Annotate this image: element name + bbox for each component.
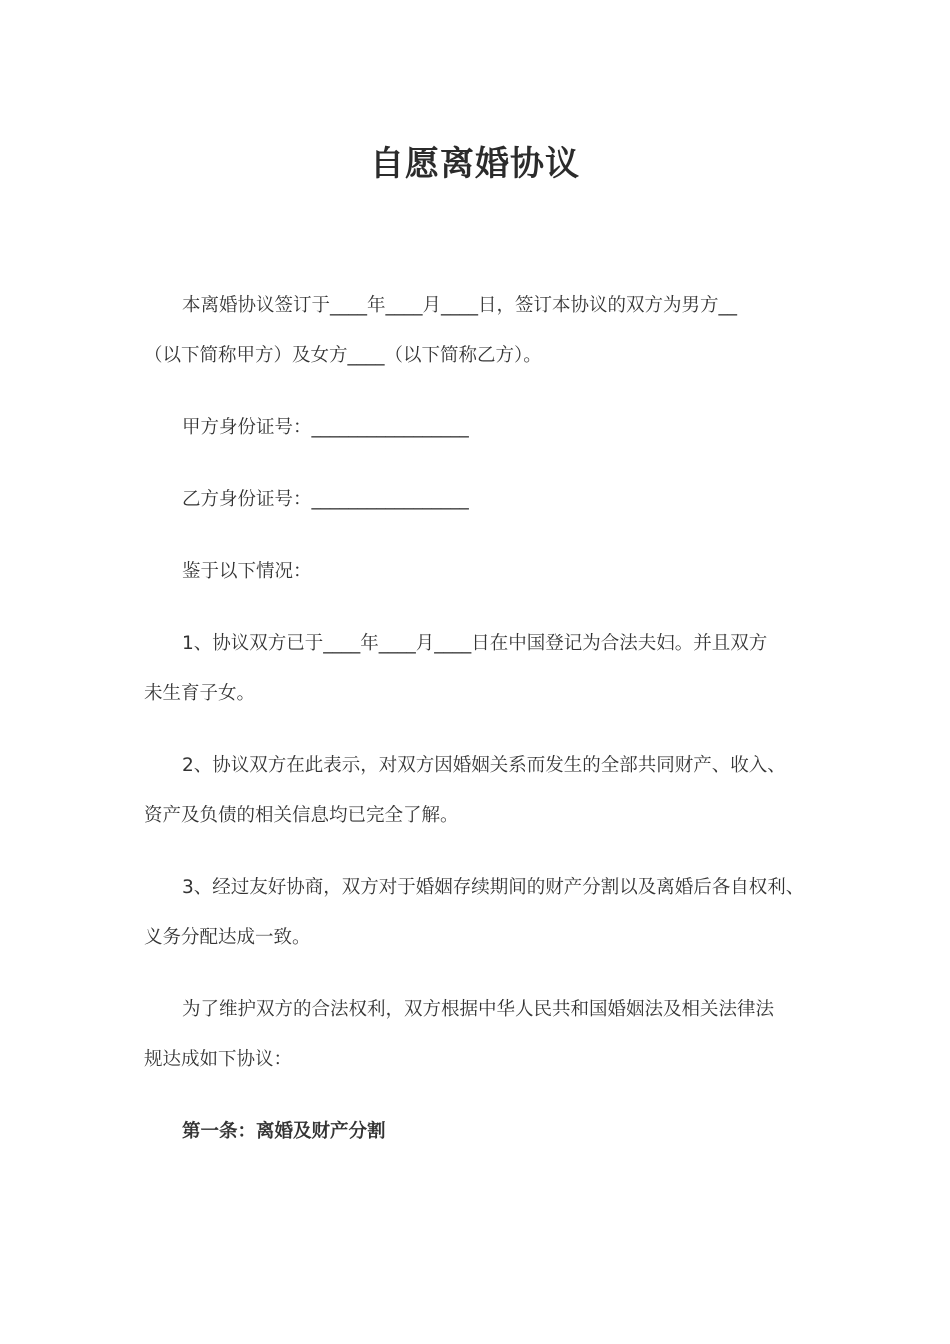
clause-1-line-2: 未生育子女。	[144, 683, 256, 704]
document-title: 自愿离婚协议	[370, 144, 580, 184]
clause-2-line-2: 资产及负债的相关信息均已完全了解。	[144, 805, 459, 826]
article-1-heading: 第一条：离婚及财产分割	[182, 1121, 386, 1142]
clause-3-line-2: 义务分配达成一致。	[144, 927, 311, 948]
clause-3-line-1: 3、经过友好协商，双方对于婚姻存续期间的财产分割以及离婚后各自权利、	[182, 877, 805, 898]
purpose-line-2: 规达成如下协议：	[144, 1049, 293, 1070]
purpose-line-1: 为了维护双方的合法权利，双方根据中华人民共和国婚姻法及相关法律法	[182, 999, 775, 1020]
agreement-date-line: 本离婚协议签订于____年____月____日，签订本协议的双方为男方__	[182, 295, 738, 316]
clause-1-line-1: 1、协议双方已于____年____月____日在中国登记为合法夫妇。并且双方	[182, 633, 768, 654]
agreement-parties-line: （以下简称甲方）及女方____（以下简称乙方）。	[144, 345, 542, 366]
party-a-id-line: 甲方身份证号：_________________	[182, 417, 469, 438]
clause-2-line-1: 2、协议双方在此表示，对双方因婚姻关系而发生的全部共同财产、收入、	[182, 755, 786, 776]
circumstances-heading: 鉴于以下情况：	[182, 561, 312, 582]
party-b-id-line: 乙方身份证号：_________________	[182, 489, 469, 510]
